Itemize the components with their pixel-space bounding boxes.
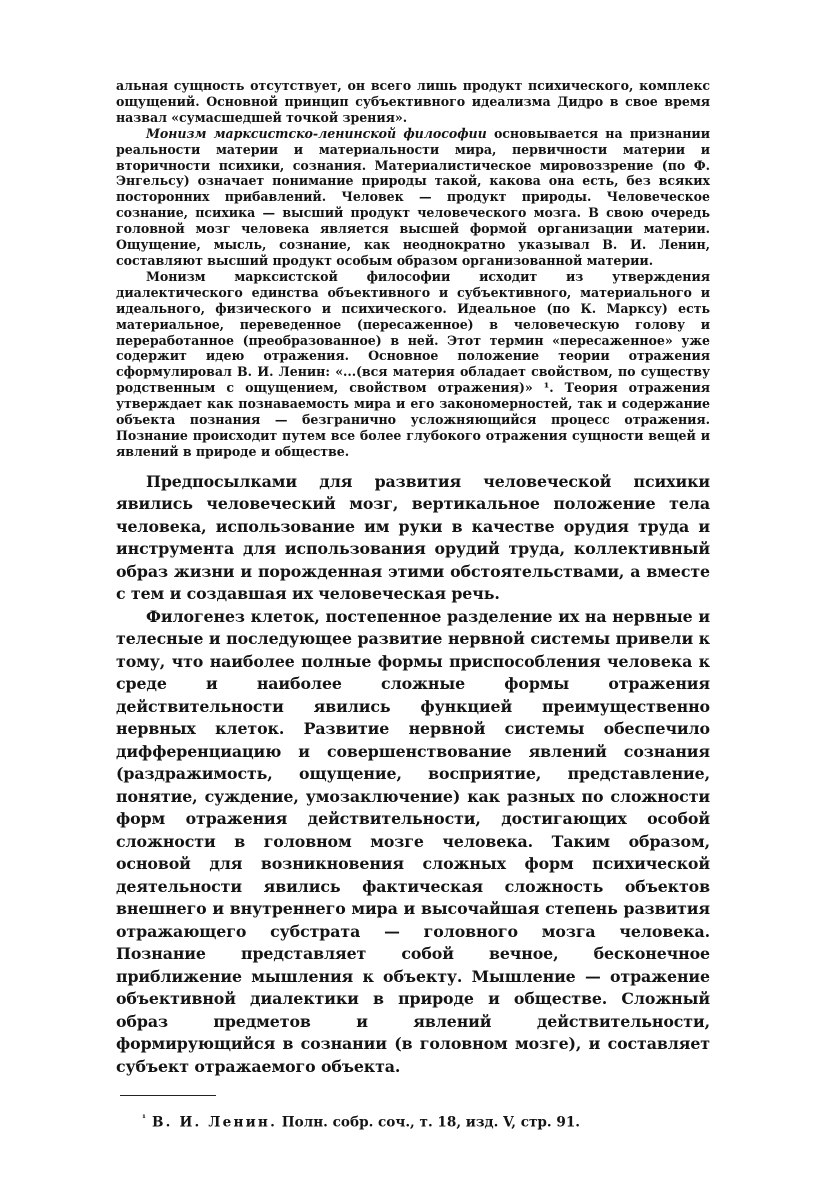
footnote-marker: ¹ bbox=[142, 1114, 146, 1125]
footnote-divider bbox=[120, 1095, 216, 1096]
main-paragraph-2: Филогенез клеток, постепенное разделение их на нервные и телесные и последующее развитие нервной системы привели к тому, что наиболее полные формы приспособления человека к среде и наиболее сложные формы отражения действительности явились функцией преимущественно нервных клеток. Развитие нервной системы обеспечило дифференциацию и совершенствование явлений сознания (раздражимость, ощущение, восприятие, представление, понятие, суждение, умозаключение) как разных по сложности форм отражения действительности, достигающих особой сложности в головном мозге человека. Таким образом, основой для возникновения сложных форм психической деятельности явились фактическая сложность объектов внешнего и внутреннего мира и высочайшая степень развития отражающего субстрата — головного мозга человека. Познание представляет собой вечное, бесконечное приближение мышления к объекту. Мышление — отражение объективной диалектики в природе и обществе. Сложный образ предметов и явлений действительности, формирующийся в сознании (в головном мозге), и составляет субъект отражаемого объекта. bbox=[116, 606, 710, 1076]
small-paragraph-2 bbox=[116, 126, 710, 269]
small-paragraph-3: Монизм марксистской философии исходит из утверждения диалектического единства объективного и субъективного, материального и идеального, физического и психического. Идеальное (по К. Марксу) есть материальное, переведенное (пересаженное) в человеческую голову и переработанное (преобразованное) в ней. Этот термин «пересаженное» уже содержит идею отражения. Основное положение теории отражения сформулировал В. И. Ленин: «...(вся материя обладает свойством, по существу родственным с ощущением, свойством отражения)» ¹. Теория отражения утверждает как познаваемость мира и его закономерностей, так и содержание объекта познания — безгранично усложняющийся процесс отражения. Познание происходит путем все более глубокого отражения сущности вещей и явлений в природе и обществе. bbox=[116, 268, 710, 459]
main-paragraph-1: Предпосылками для развития человеческой психики явились человеческий мозг, вертикальное положение тела человека, использование им руки в качестве орудия труда и инструмента для использования орудий труда, коллективный образ жизни и порожденная этими обстоятельствами, а вместе с тем и создавшая их человеческая речь. bbox=[116, 471, 710, 604]
section-gap bbox=[116, 460, 710, 471]
emphasized-term: Монизм марксистско-ленинской философии bbox=[146, 125, 487, 141]
small-paragraph-1: альная сущность отсутствует, он всего лишь продукт психического, комплекс ощущений. Основной принцип субъективного идеализма Дидро в свое время назвал «сумасшедшей точкой зрения». bbox=[116, 78, 710, 125]
footnote-source: Полн. собр. соч., т. 18, изд. V, стр. 91. bbox=[277, 1114, 581, 1131]
small-paragraph-2-text: основывается на признании реальности материи и материальности мира, первичности материи и вторичности психики, сознания. Материалистическое мировоззрение (по Ф. Энгельсу) означает понимание природы такой, какова она есть, без всяких посторонних прибавлений. Человек — продукт природы. Человеческое сознание, психика — высший продукт человеческого мозга. В свою очередь головной мозг человека является высшей формой организации материи. Ощущение, мысль, сознание, как неоднократно указывал В. И. Ленин, составляют высший продукт особым образом организованной материи. bbox=[116, 125, 710, 268]
footnote bbox=[142, 1110, 710, 1132]
footnote-author: В. И. Ленин. bbox=[151, 1114, 278, 1131]
page-body bbox=[116, 78, 710, 1132]
